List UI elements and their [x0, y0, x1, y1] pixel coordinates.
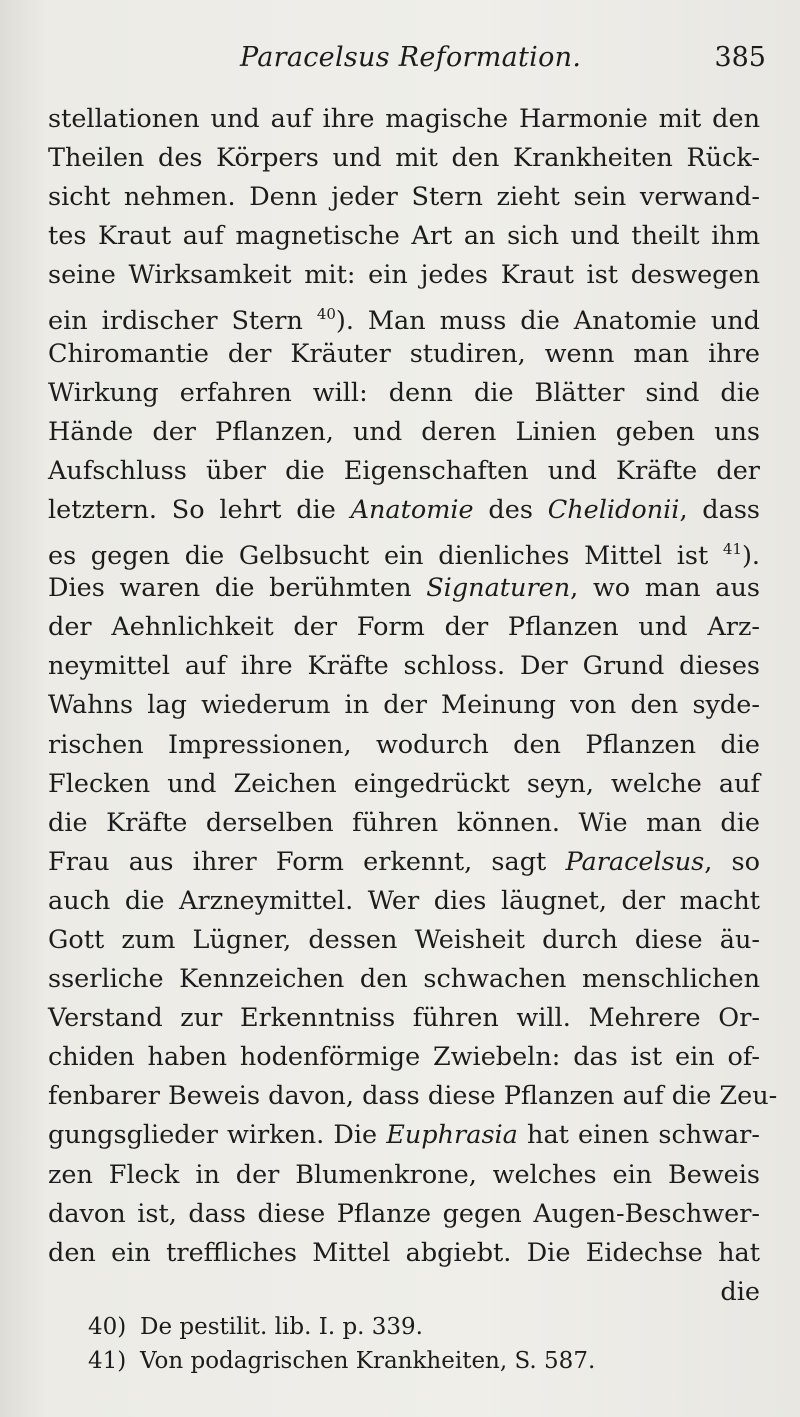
text-run: Verstand zur Erkenntniss führen will. Mehrere Or-	[48, 1003, 760, 1034]
text-line	[48, 100, 760, 139]
text-run: rischen Impressionen, wodurch den Pflanzen die	[48, 729, 760, 760]
text-line	[48, 178, 760, 217]
text-line	[48, 686, 760, 725]
text-run: neymittel auf ihre Kräfte schloss. Der Grund dieses	[48, 651, 760, 682]
text-line	[48, 765, 760, 804]
text-run: , so	[704, 846, 760, 877]
text-line	[48, 1077, 778, 1116]
footnote-text: Von podagrischen Krankheiten, S. 587.	[140, 1348, 596, 1374]
text-run: ). Man muss die Anatomie und	[335, 306, 760, 337]
text-line	[48, 569, 760, 608]
text-line	[48, 491, 760, 530]
text-line	[48, 843, 760, 882]
page-header	[0, 38, 800, 78]
text-line	[48, 1195, 760, 1234]
footnotes	[88, 1310, 728, 1378]
text-line	[48, 726, 760, 765]
text-run: Flecken und Zeichen eingedrückt seyn, welche auf	[48, 768, 760, 799]
footnote-number: 40)	[88, 1314, 127, 1340]
footnote-ref: 40	[316, 305, 336, 324]
footnote-text: De pestilit. lib. I. p. 339.	[140, 1314, 423, 1340]
text-line	[48, 295, 760, 337]
text-line	[48, 804, 760, 843]
text-run: Hände der Pflanzen, und deren Linien geben uns	[48, 416, 760, 447]
text-run: gungsglieder wirken. Die	[48, 1120, 387, 1151]
text-line	[48, 530, 760, 572]
footnote	[88, 1310, 728, 1344]
text-line	[48, 960, 760, 999]
italic-term: Paracelsus	[565, 846, 705, 877]
italic-term: Chelidonii	[547, 494, 680, 525]
running-title: Paracelsus Reformation.	[240, 42, 582, 73]
text-run: den ein treffliches Mittel abgiebt. Die Eidechse hat	[48, 1237, 760, 1268]
text-run: fenbarer Beweis davon, dass diese Pflanzen auf die Zeu-	[48, 1081, 778, 1112]
body-text	[48, 100, 778, 1312]
text-line	[48, 1273, 760, 1312]
text-run: stellationen und auf ihre magische Harmonie mit den	[48, 104, 760, 134]
text-line	[48, 452, 760, 491]
text-line	[48, 139, 760, 178]
text-run: chiden haben hodenförmige Zwiebeln: das ist ein of-	[48, 1042, 760, 1073]
text-run: , wo man aus	[570, 573, 760, 604]
text-run: des	[473, 494, 548, 525]
text-line	[48, 413, 760, 452]
text-run: ein irdischer Stern	[48, 306, 317, 337]
italic-term: Euphrasia	[386, 1120, 518, 1151]
text-run: zen Fleck in der Blumenkrone, welches ein Beweis	[48, 1159, 760, 1190]
italic-term: Signaturen	[426, 573, 571, 604]
text-run: die	[720, 1276, 760, 1307]
text-run: sserliche Kennzeichen den schwachen menschlichen	[48, 964, 760, 995]
text-run: ).	[741, 541, 760, 572]
text-run: auch die Arzneymittel. Wer dies läugnet, der macht	[48, 885, 760, 916]
text-run: letztern. So lehrt die	[48, 494, 351, 525]
text-run: , dass	[679, 494, 761, 525]
text-run: seine Wirksamkeit mit: ein jedes Kraut ist deswegen	[48, 260, 760, 291]
text-line	[48, 335, 760, 374]
text-run: Theilen des Körpers und mit den Krankheiten Rück-	[48, 143, 760, 174]
text-line	[48, 647, 760, 686]
text-run: der Aehnlichkeit der Form der Pflanzen und Arz-	[48, 612, 760, 643]
text-line	[48, 1234, 760, 1273]
text-run: Chiromantie der Kräuter studiren, wenn man ihre	[48, 338, 760, 369]
text-run: Wahns lag wiederum in der Meinung von den syde-	[48, 690, 760, 721]
italic-term: Anatomie	[350, 494, 474, 525]
text-run: Gott zum Lügner, dessen Weisheit durch diese äu-	[48, 924, 760, 955]
text-run: Aufschluss über die Eigenschaften und Kräfte der	[48, 455, 760, 486]
text-run: es gegen die Gelbsucht ein dienliches Mittel ist	[48, 541, 723, 572]
text-run: hat einen schwar-	[517, 1120, 760, 1151]
text-run: Wirkung erfahren will: denn die Blätter sind die	[48, 377, 760, 408]
text-run: Dies waren die berühmten	[48, 573, 427, 604]
text-line	[48, 921, 760, 960]
text-run: Frau aus ihrer Form erkennt, sagt	[48, 846, 566, 877]
text-line	[48, 1038, 760, 1077]
text-line	[48, 608, 760, 647]
text-line	[48, 1156, 760, 1195]
text-line	[48, 374, 760, 413]
text-line	[48, 256, 760, 295]
text-run: sicht nehmen. Denn jeder Stern zieht sein verwand-	[48, 182, 760, 213]
text-line	[48, 999, 760, 1038]
text-line	[48, 1116, 760, 1155]
text-line	[48, 217, 760, 256]
footnote-ref: 41	[722, 540, 742, 559]
text-line	[48, 882, 760, 921]
footnote-number: 41)	[88, 1348, 127, 1374]
text-run: davon ist, dass diese Pflanze gegen Augen-Beschwer-	[48, 1198, 760, 1229]
text-run: tes Kraut auf magnetische Art an sich und theilt ihm	[48, 221, 760, 252]
page-number: 385	[714, 42, 766, 73]
text-run: die Kräfte derselben führen können. Wie man die	[48, 807, 760, 838]
footnote	[88, 1344, 728, 1378]
